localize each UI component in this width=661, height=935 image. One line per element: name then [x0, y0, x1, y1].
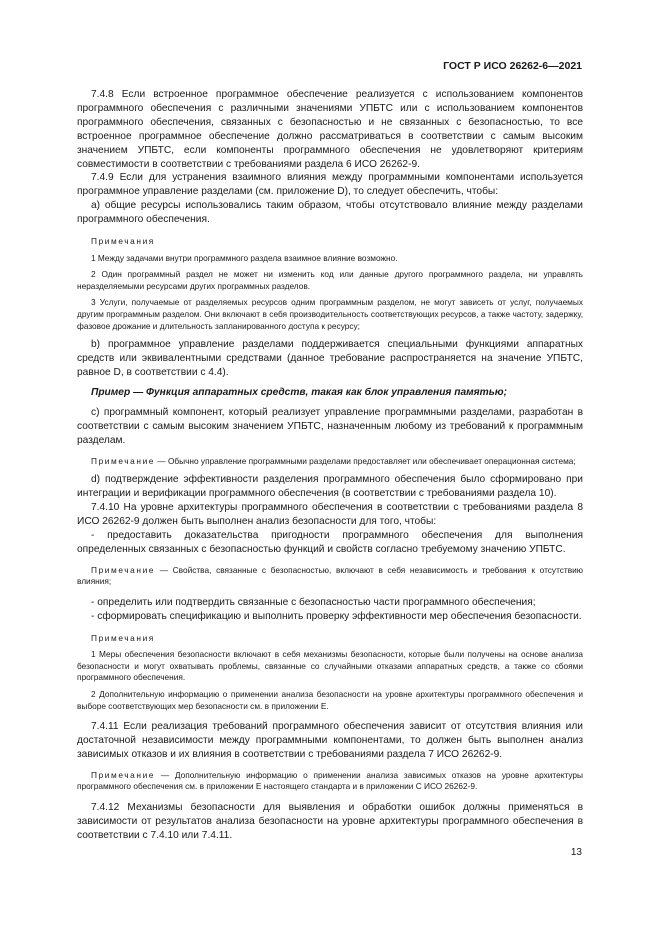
note-item: 2 Один программный раздел не может ни изменить код или данные другого программного раздела, ни управлять неразделяемыми ресурсами других программных разделов. [77, 269, 583, 291]
note-single [77, 770, 583, 793]
note-item: 1 Между задачами внутри программного раздела взаимное влияние возможно. [91, 252, 398, 263]
notes-heading: Примечания [91, 632, 155, 643]
note-text: — Обычно управление программными разделами предоставляет или обеспечивает операционная система; [155, 455, 576, 466]
page-body [77, 88, 583, 843]
clause-7-4-9: 7.4.9 Если для устранения взаимного влияния между программными компонентами используется программное управление разделами (см. приложение D), то следует обеспечить, чтобы: [77, 172, 583, 198]
note-single [77, 456, 583, 468]
dash-item: - предоставить доказательства пригодности программного обеспечения для выполнения определенных связанных с безопасностью функций и свойств согласно требуемому значению УПБТС. [77, 529, 583, 555]
note-item: 2 Дополнительную информацию о применении анализа безопасности на уровне архитектуры программного обеспечения и выборе соответствующих мер безопасности см. в приложении Е. [77, 688, 583, 711]
note-text: — Свойства, связанные с безопасностью, включают в себя независимость и требования к отсутствию влияния; [77, 564, 583, 587]
note-single [77, 565, 583, 588]
note-label: Примечание [91, 769, 156, 780]
clause-7-4-12: 7.4.12 Механизмы безопасности для выявления и обработки ошибок должны применяться в зависимости от результатов анализа безопасности на уровне архитектуры программного обеспечения в соответствии с 7.4.10 или 7.4.11. [77, 802, 583, 841]
list-item-a: а) общие ресурсы использовались таким образом, чтобы отсутствовало влияние между разделами программного обеспечения. [77, 200, 583, 226]
note-item: 3 Услуги, получаемые от разделяемых ресурсов одним программным разделом, не могут зависеть от услуг, получаемых другим программным разделом. Они включают в себя производительность соответствующих ресурсов, а также частоту, задержку, фазовое дрожание и длительность запланированного доступа к ресурсу; [77, 297, 583, 331]
list-item-c: c) программный компонент, который реализует управление программными разделами, разработан в соответствии с самым высоким значением УПБТС, назначенным любому из требований к программным разделам. [77, 406, 583, 446]
page-number: 13 [570, 847, 582, 858]
note-text: — Дополнительную информацию о применении анализа зависимых отказов на уровне архитектуры программного обеспечения см. в приложении Е настоящего стандарта и в приложении С ИСО 26262-9. [77, 769, 583, 792]
document-header: ГОСТ Р ИСО 26262-6—2021 [443, 60, 582, 72]
dash-item: - определить или подтвердить связанные с безопасностью части программного обеспечения; [91, 596, 536, 608]
notes-heading: Примечания [91, 236, 155, 247]
clause-7-4-10: 7.4.10 На уровне архитектуры программного обеспечения в соответствии с требованиями раздела 8 ИСО 26262-9 должен быть выполнен анализ безопасности для того, чтобы: [77, 501, 583, 527]
note-label: Примечание [91, 455, 156, 466]
clause-7-4-8: 7.4.8 Если встроенное программное обеспечение реализуется с использованием компонентов программного обеспечения с различными значениями УПБТС или с использованием компонентов программного обеспечения, связанных с безопасностью и не связанных с безопасностью, то все встроенное программное обеспечение должно рассматриваться в соответствии с самым высоким значением УПБТС, если компоненты программного обеспечения не удовлетворяют критериям совместимости в соответствии с требованиями раздела 6 ИСО 26262-9. [77, 89, 583, 170]
dash-item: - сформировать спецификацию и выполнить проверку эффективности мер обеспечения безопасности. [91, 610, 582, 622]
note-label: Примечание [91, 564, 156, 575]
list-item-b: b) программное управление разделами поддерживается специальными функциями аппаратных средств или эквивалентными средствами (данное требование распространяется на значение УПБТС, равное D, в соответствии с 4.4). [77, 339, 583, 379]
note-item: 1 Меры обеспечения безопасности включают в себя механизмы безопасности, которые были получены на основе анализа безопасности и могут охватывать проблемы, связанные со случайными отказами аппаратных средств, а также со сбоями программного обеспечения. [77, 649, 583, 683]
list-item-d: d) подтверждение эффективности разделения программного обеспечения было сформировано при интеграции и верификации программного обеспечения (в соответствии с требованиями раздела 10). [77, 474, 583, 500]
clause-7-4-11: 7.4.11 Если реализация требований программного обеспечения зависит от отсутствия влияния или достаточной независимости между программными компонентами, то должен быть выполнен анализ зависимых отказов и их влияния в соответствии с требованиями раздела 7 ИСО 26262-9. [77, 721, 583, 760]
example-text: Пример — Функция аппаратных средств, такая как блок управления памятью; [91, 386, 507, 398]
